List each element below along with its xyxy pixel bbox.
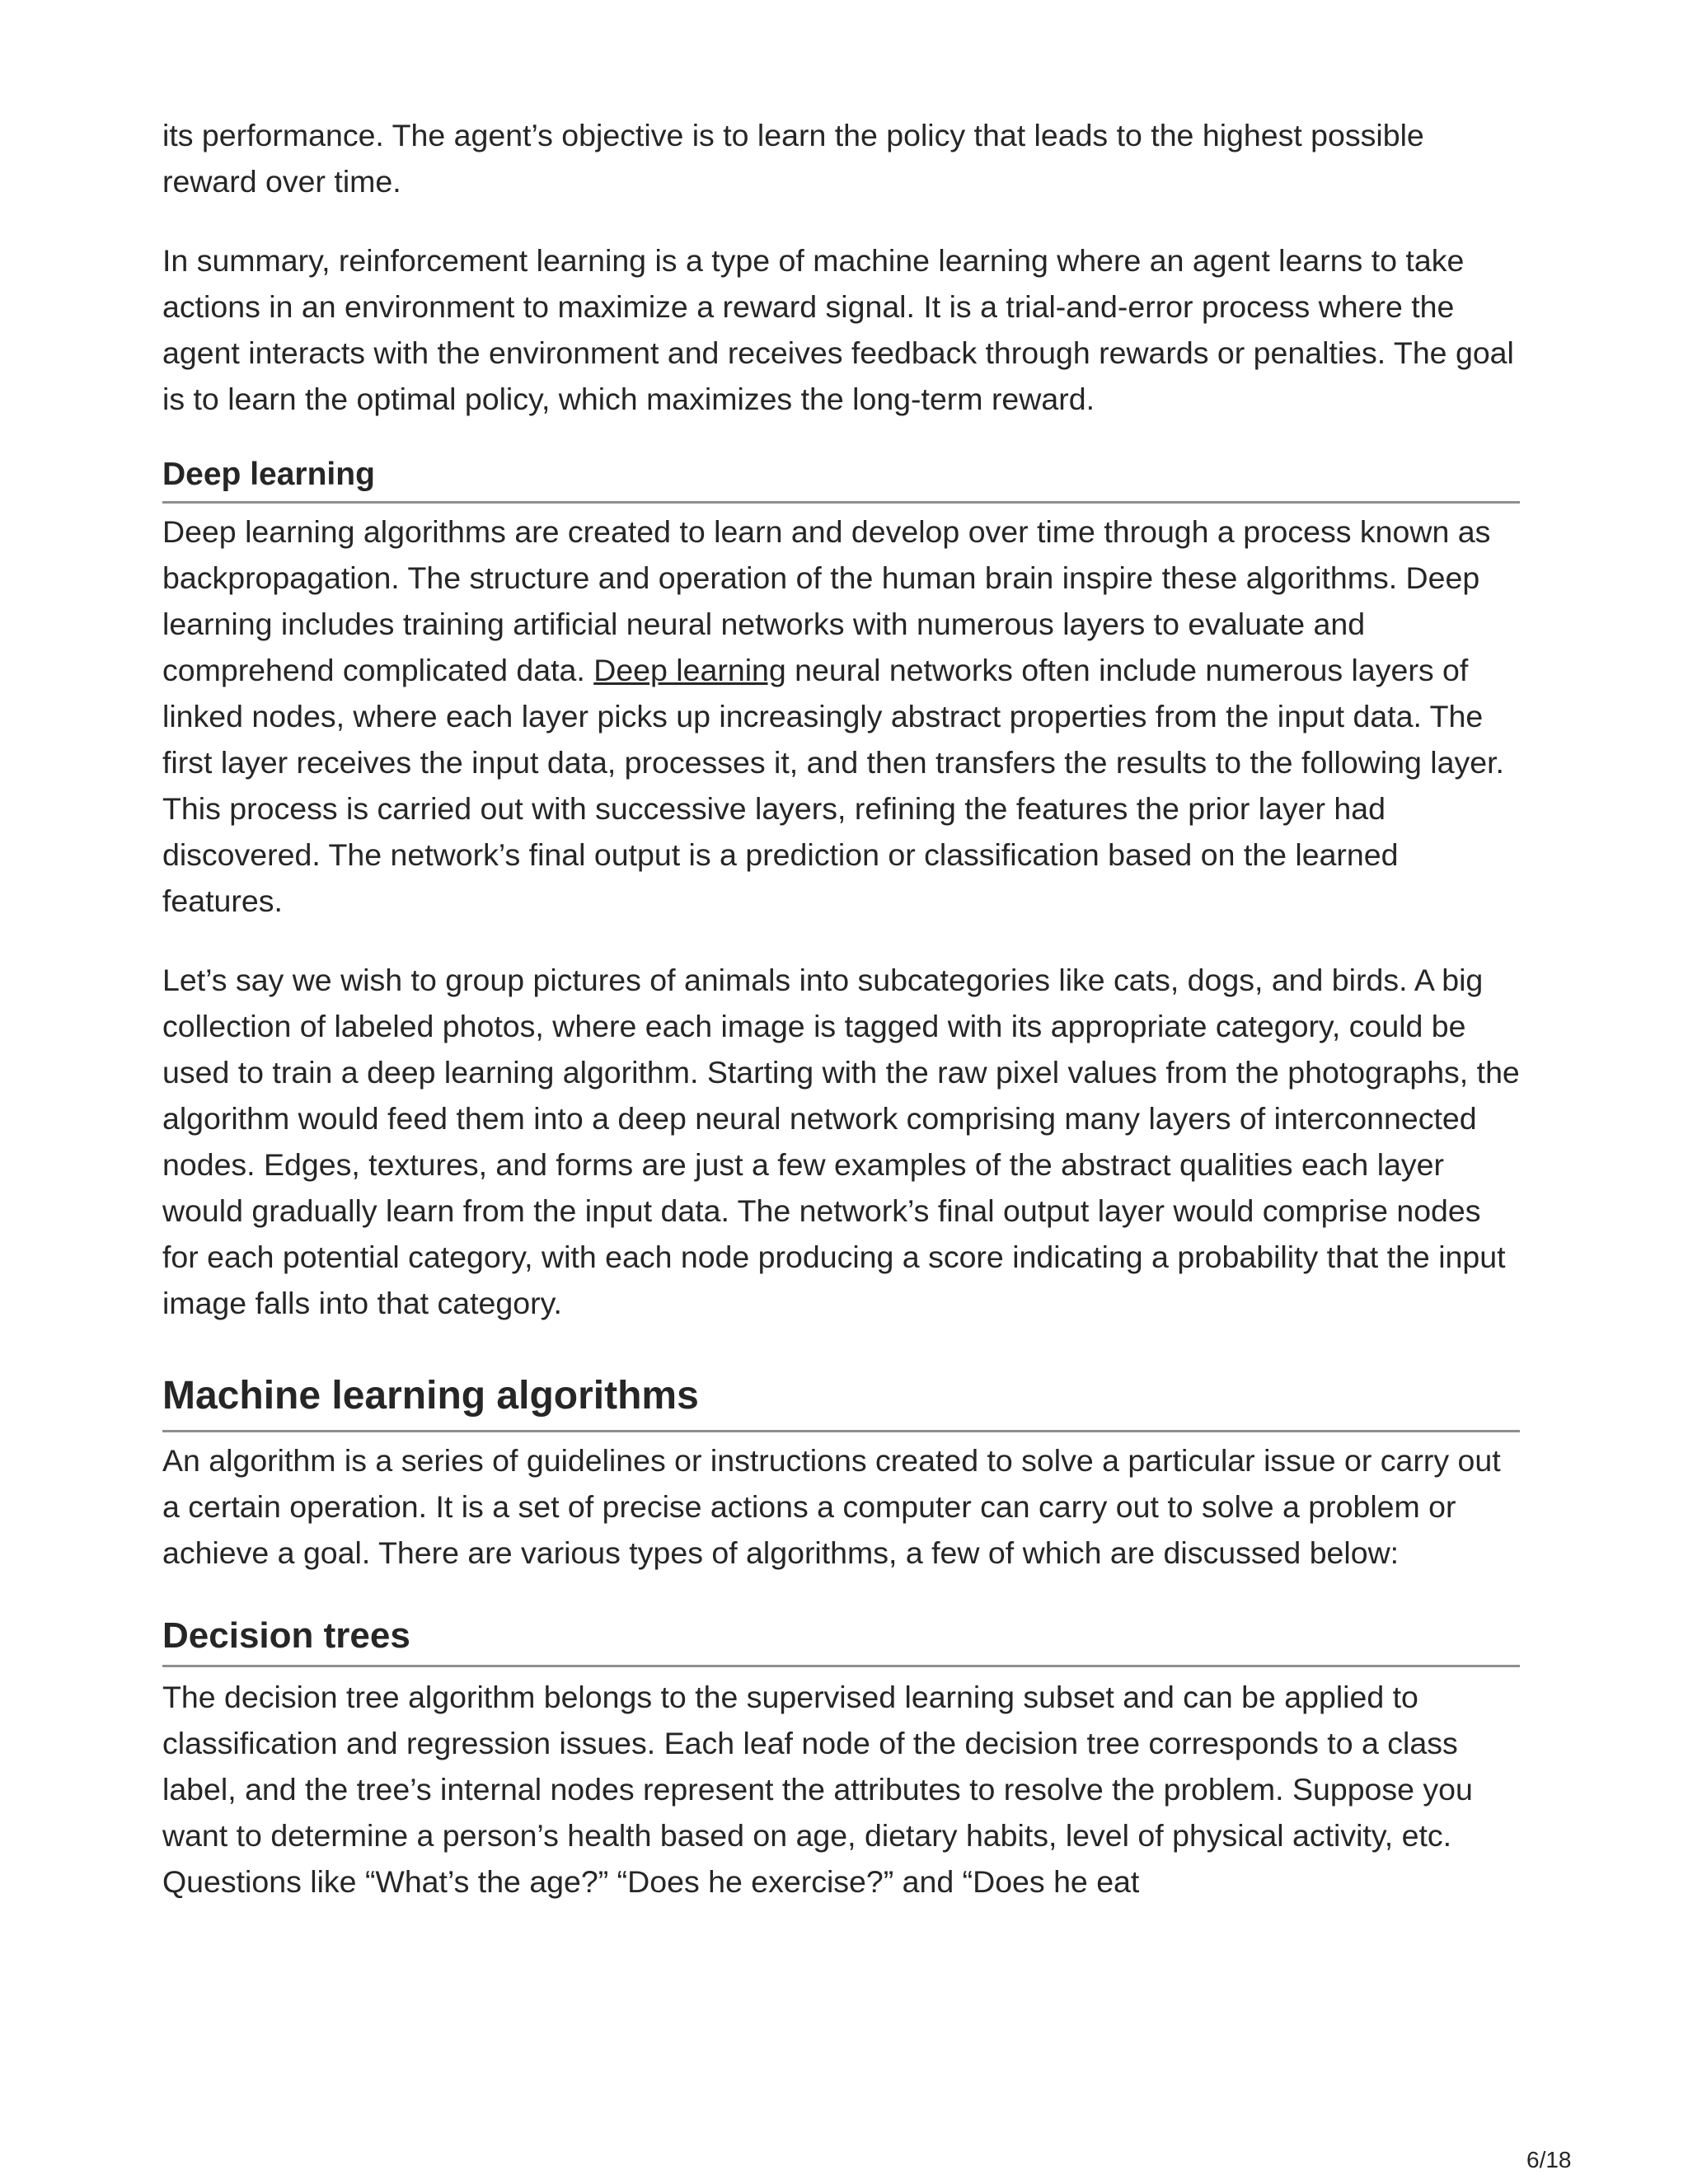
- paragraph-rl-summary: In summary, reinforcement learning is a type of machine learning where an agent learns to take actions in an environment to maximize a reward signal. It is a trial-and-error process where the agent interacts with the environment and receives feedback through rewards or penalties. The goal is to learn the optimal policy, which maximizes the long-term reward.: [162, 243, 1514, 416]
- paragraph-deep-learning-intro: [162, 509, 1520, 924]
- paragraph-decision-trees: The decision tree algorithm belongs to the supervised learning subset and can be applied to classification and regression issues. Each leaf node of the decision tree corresponds to a class label, and the tree’s internal nodes represent the attributes to resolve the problem. Suppose you want to determine a person’s health based on age, dietary habits, level of physical activity, etc. Questions like “What’s the age?” “Does he exercise?” and “Does he eat: [162, 1680, 1473, 1899]
- deep-learning-text-after-link: neural networks often include numerous layers of linked nodes, where each layer picks up increasingly abstract properties from the input data. The first layer receives the input data, processes it, and then transfers the results to the following layer. This process is carried out with successive layers, refining the features the prior layer had discovered. The network’s final output is a prediction or classification based on the learned features.: [162, 653, 1504, 918]
- article-content: [162, 112, 1520, 1905]
- deep-learning-link[interactable]: Deep learning: [593, 653, 786, 687]
- heading-deep-learning: Deep learning: [162, 452, 1520, 504]
- heading-decision-trees: Decision trees: [162, 1610, 1520, 1667]
- paragraph-ml-algorithms-intro: An algorithm is a series of guidelines or instructions created to solve a particular issue or carry out a certain operation. It is a set of precise actions a computer can carry out to solve a problem or achieve a goal. There are various types of algorithms, a few of which are discussed below:: [162, 1443, 1501, 1570]
- deep-learning-text-before-link: Deep learning algorithms are created to learn and develop over time through a process known as backpropagation. The structure and operation of the human brain inspire these algorithms. Deep learning includes training artificial neural networks with numerous layers to evaluate and comprehend complicated data.: [162, 514, 1491, 687]
- heading-ml-algorithms: Machine learning algorithms: [162, 1369, 1520, 1432]
- page-number: 6/18: [1526, 2147, 1572, 2172]
- paragraph-deep-learning-example: Let’s say we wish to group pictures of animals into subcategories like cats, dogs, and birds. A big collection of labeled photos, where each image is tagged with its appropriate category, could be used to train a deep learning algorithm. Starting with the raw pixel values from the photographs, the algorithm would feed them into a deep neural network comprising many layers of interconnected nodes. Edges, textures, and forms are just a few examples of the abstract qualities each layer would gradually learn from the input data. The network’s final output layer would comprise nodes for each potential category, with each node producing a score indicating a probability that the input image falls into that category.: [162, 963, 1520, 1320]
- paragraph-agent-objective: its performance. The agent’s objective is to learn the policy that leads to the highest possible reward over time.: [162, 118, 1424, 199]
